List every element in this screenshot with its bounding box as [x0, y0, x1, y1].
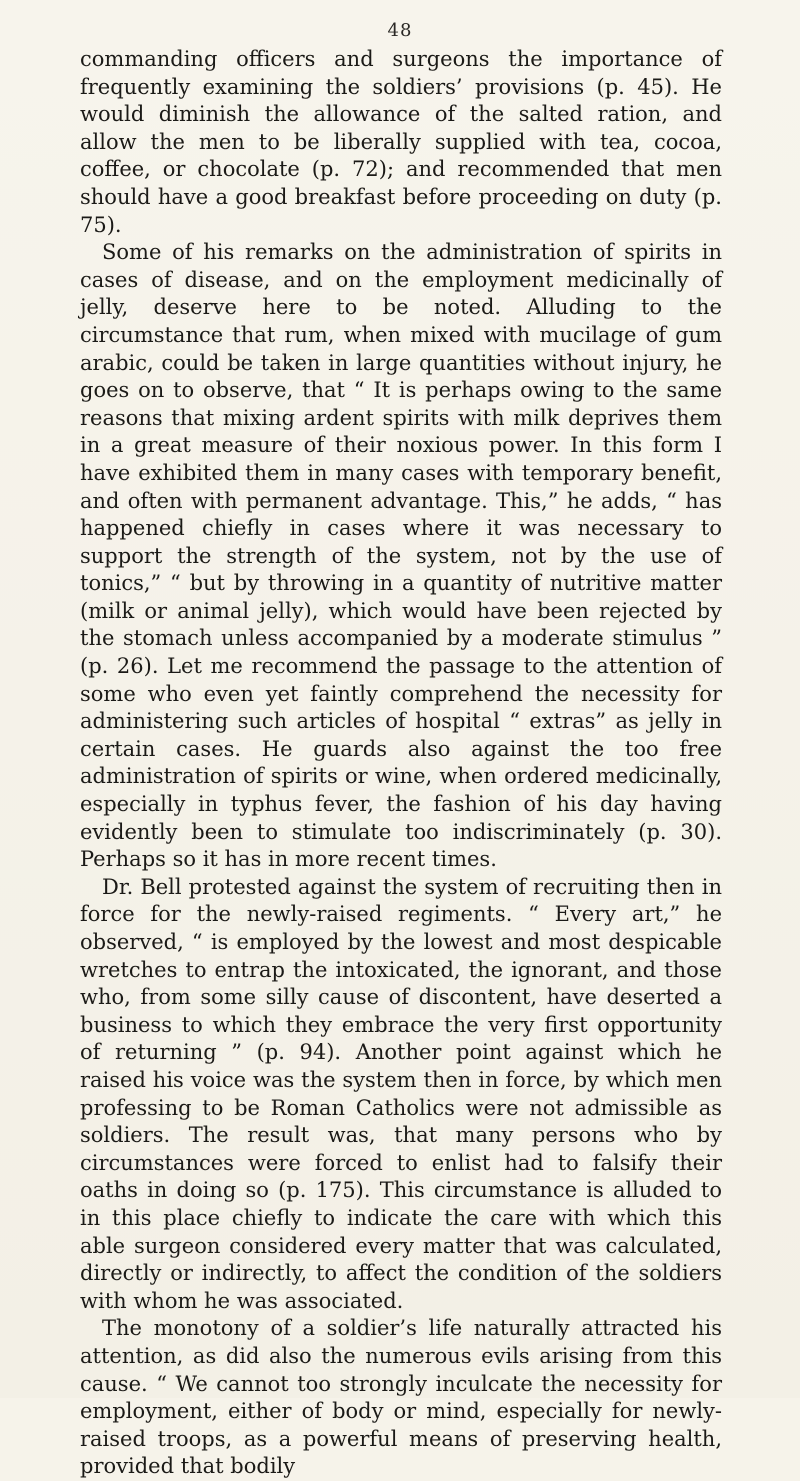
paragraph-spirits-and-jelly: Some of his remarks on the administration of spirits in cases of disease, and on the employment medicinally of jelly, deserve here to be noted. Alluding to the circumstance that rum, when mixed with mucilage of gum arabic, could be taken in large quantities without injury, he goes on to observe, that “ It is perhaps owing to the same reasons that mixing ardent spirits with milk deprives them in a great measure of their noxious power. In this form I have exhibited them in many cases with temporary benefit, and often with permanent advantage. This,” he adds, “ has happened chiefly in cases where it was necessary to support the strength of the system, not by the use of tonics,” “ but by throwing in a quantity of nutritive matter (milk or animal jelly), which would have been rejected by the stomach unless accompanied by a moderate stimulus ” (p. 26). Let me recommend the passage to the attention of some who even yet faintly comprehend the necessity for administering such articles of hospital “ extras” as jelly in certain cases. He guards also against the too free administration of spirits or wine, when ordered medicinally, especially in typhus fever, the fashion of his day having evidently been to stimulate too indiscriminately (p. 30). Perhaps so it has in more recent times. [80, 240, 722, 872]
paragraph-monotony: The monotony of a soldier’s life naturally attracted his attention, as did also the numerous evils arising from this cause. “ We cannot too strongly inculcate the necessity for employment, either of body or mind, especially for newly-raised troops, as a powerful means of preserving health, provided that bodily [80, 1316, 722, 1479]
page-number: 48 [387, 20, 413, 41]
body-text [80, 46, 722, 1481]
paragraph-continuation: commanding officers and surgeons the importance of frequently examining the soldiers’ provisions (p. 45). He would diminish the allowance of the salted ration, and allow the men to be liberally supplied with tea, cocoa, coffee, or chocolate (p. 72); and recommended that men should have a good breakfast before proceeding on duty (p. 75). [80, 47, 722, 237]
paragraph-recruiting: Dr. Bell protested against the system of recruiting then in force for the newly-raised regiments. “ Every art,” he observed, “ is employed by the lowest and most despicable wretches to entrap the intoxicated, the ignorant, and those who, from some silly cause of discontent, have deserted a business to which they embrace the very first opportunity of returning ” (p. 94). Another point against which he raised his voice was the system then in force, by which men professing to be Roman Catholics were not admissible as soldiers. The result was, that many persons who by circumstances were forced to enlist had to falsify their oaths in doing so (p. 175). This circumstance is alluded to in this place chiefly to indicate the care with which this able surgeon considered every matter that was calculated, directly or indirectly, to affect the condition of the soldiers with whom he was associated. [80, 874, 722, 1313]
